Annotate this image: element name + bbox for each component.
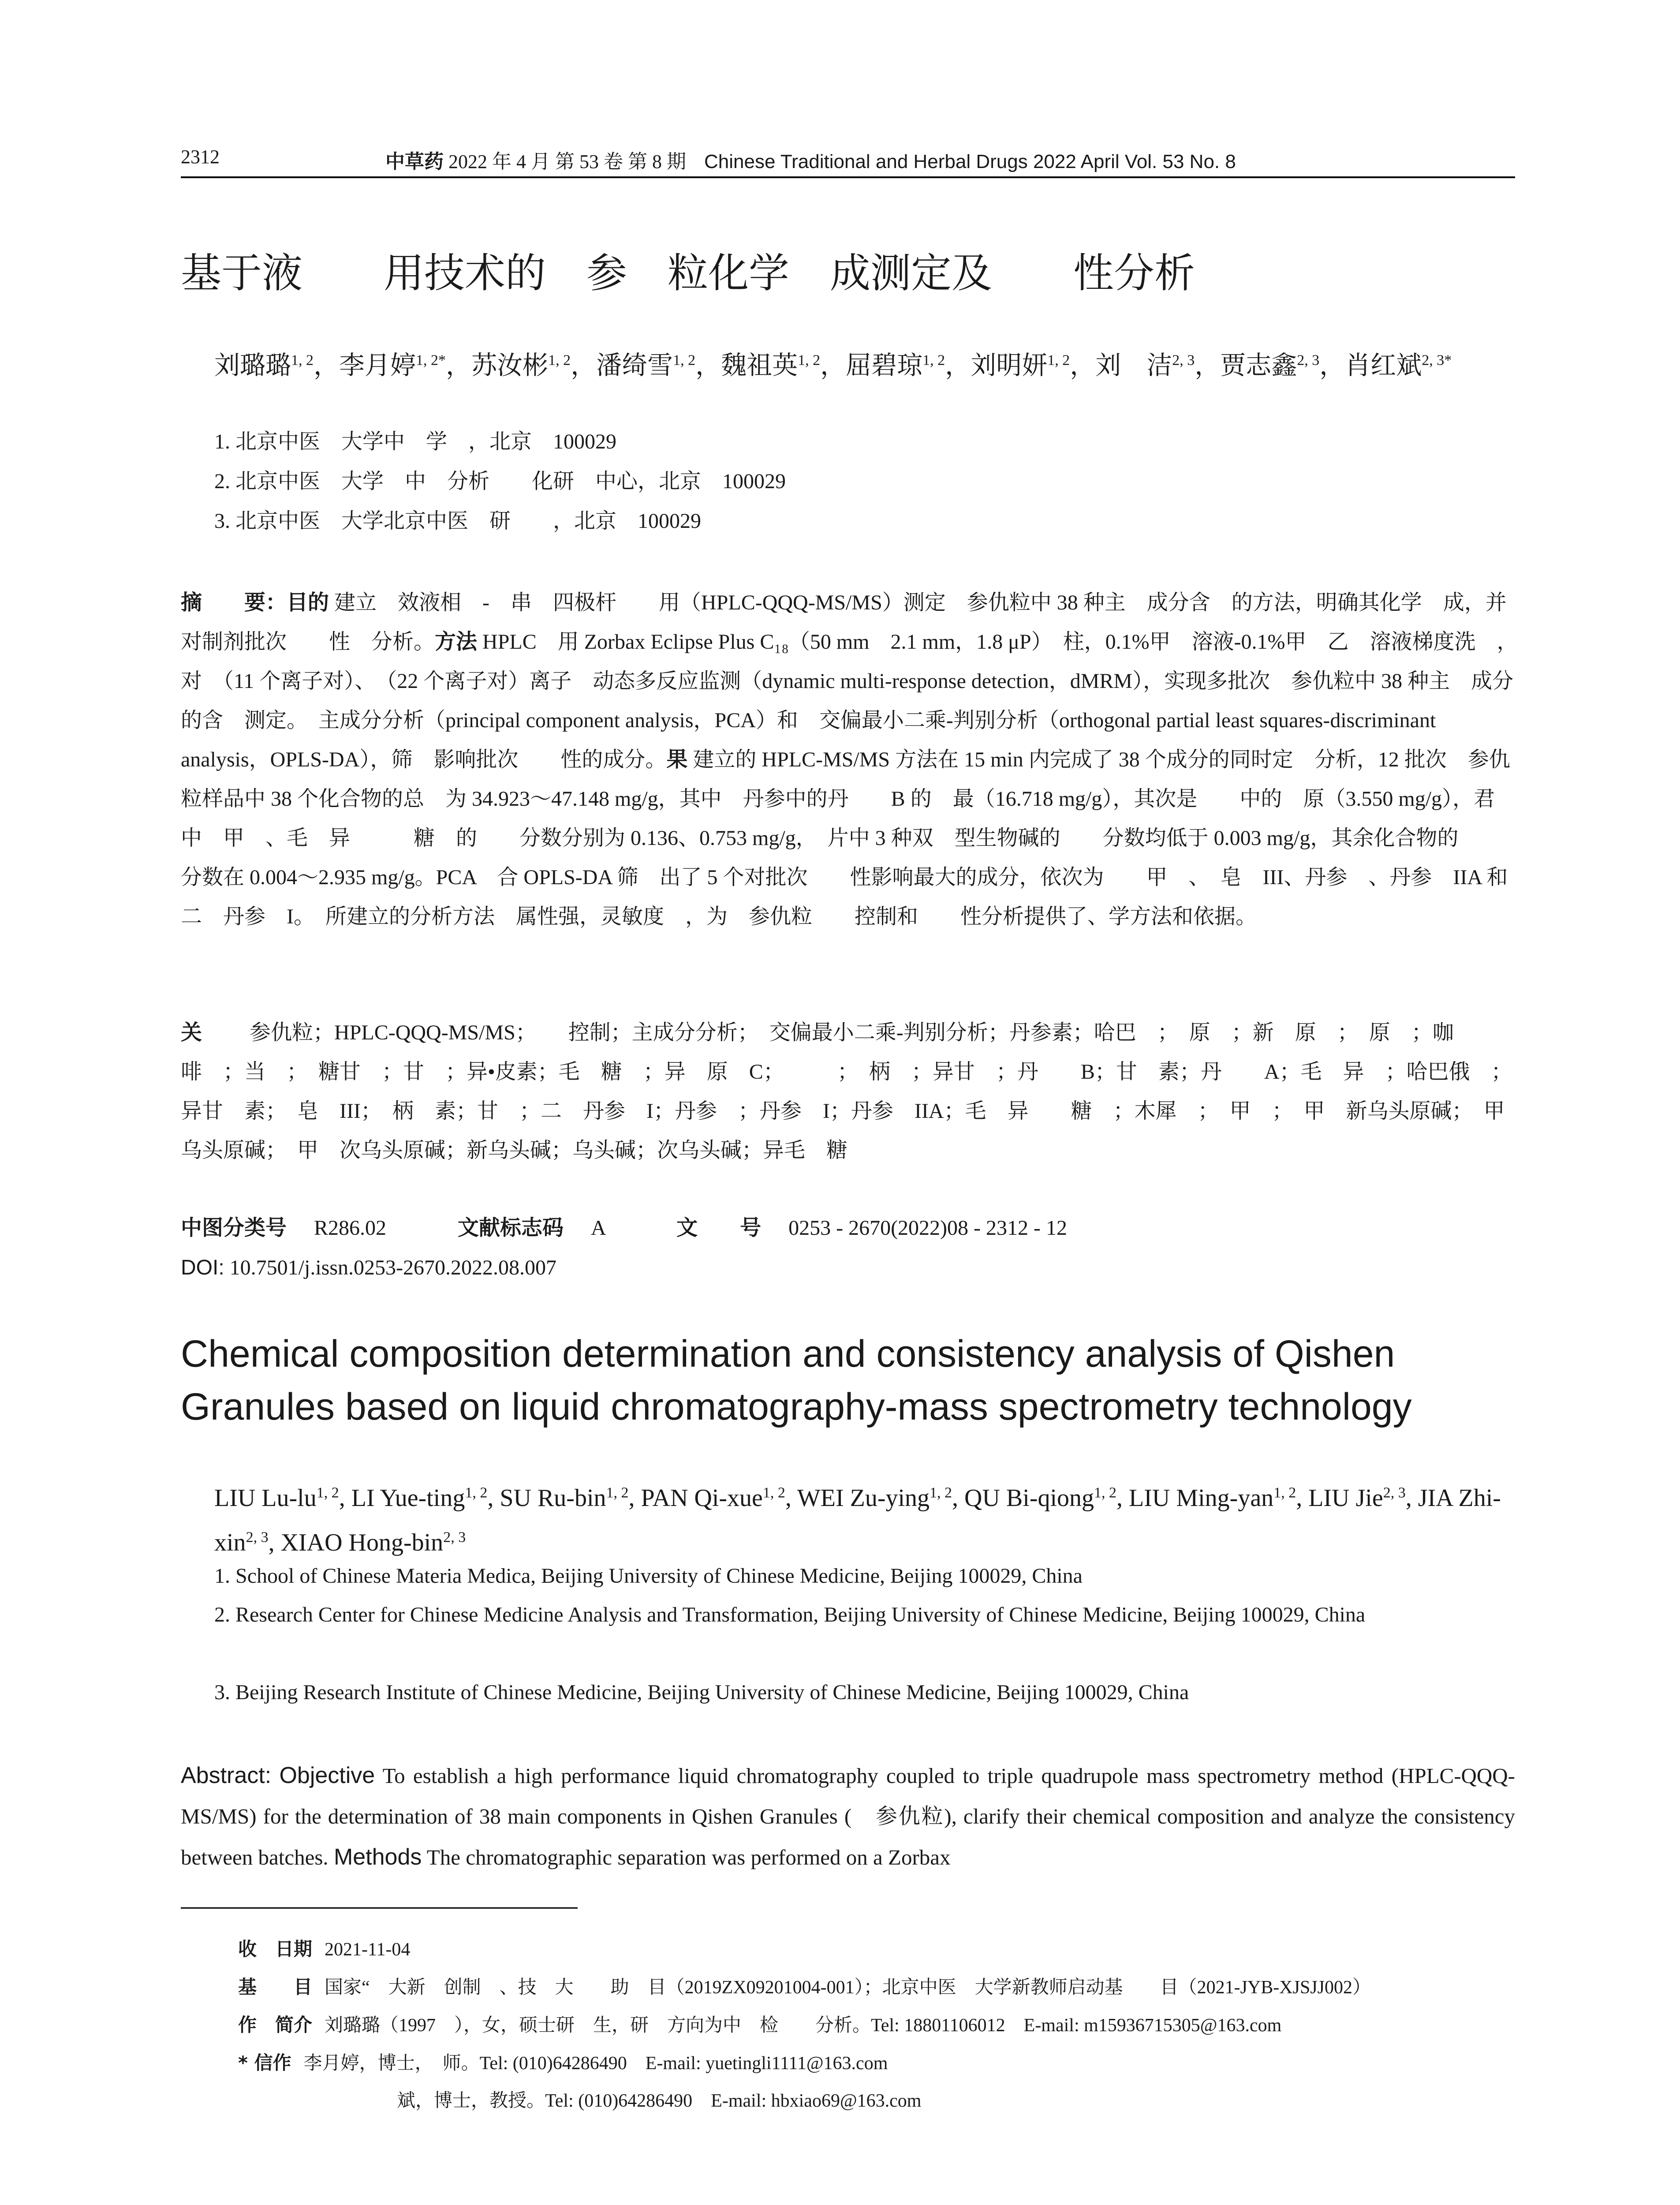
author-name: 潘绮雪 (596, 350, 673, 381)
journal-citation (385, 146, 1236, 174)
abstract-en-label: Abstract: (181, 1763, 272, 1788)
author-item (971, 350, 1070, 380)
author-affiliation-marker: 1, 2 (1094, 1484, 1117, 1501)
objective-en-text: To establish a high performance liquid chromatography coupled to triple quadrupole mass spectrometry method (HPLC-QQQ-MS/MS) for the determination of 38 main components in Qishen Granules ( 参仇粒), clarify their chemical composition and analyze the consistency between batches. (181, 1764, 1515, 1869)
received-label: 收 日期 (238, 1938, 313, 1960)
footnote-rule (181, 1907, 578, 1909)
author-name: 刘璐璐 (214, 350, 291, 381)
corresponding-author-star: * (1444, 352, 1452, 369)
bio-text: 刘璐璐（1997 ），女，硕士研 生，研 方向为中 检 分析。Tel: 18801106012 E-mail: m15936715305@163.com (325, 2015, 1282, 2036)
affiliation-en-1: 1. School of Chinese Materia Medica, Beijing University of Chinese Medicine, Beijing 100029, China (214, 1564, 1083, 1588)
footnote-corresponding-2 (397, 2088, 1676, 2114)
author-name: 刘明妍 (971, 350, 1048, 381)
author-affiliation-marker: 1, 2 (922, 352, 945, 369)
affiliation-cn-3: 3. 北京中医 大学北京中医 研 ，北京 100029 (214, 509, 702, 533)
received-text: 2021-11-04 (325, 1940, 411, 1960)
author-name: 屈碧琼 (846, 350, 923, 381)
doc-code-value: A (591, 1216, 605, 1240)
author-item (1220, 350, 1319, 380)
title-en: Chemical composition determination and consistency analysis of Qishen Granules based on liquid chromatography-mass spectrometry technology (181, 1333, 1412, 1428)
footnote-corresponding-1 (238, 2050, 1517, 2077)
author-name: LI Yue-ting (351, 1484, 465, 1512)
author-name: 肖红斌 (1345, 350, 1422, 381)
author-name: JIA Zhi-xin (214, 1484, 1501, 1557)
author-affiliation-marker: 1, 2 (1047, 352, 1070, 369)
author-item (351, 1484, 488, 1512)
author-item (641, 1484, 785, 1512)
author-name: 苏汝彬 (471, 350, 549, 381)
author-affiliation-marker: 2, 3 (1297, 352, 1320, 369)
author-affiliation-marker: 1, 2 (316, 1484, 339, 1501)
affiliation-cn-2: 2. 北京中医 大学 中 分析 化研 中心，北京 100029 (214, 470, 786, 493)
author-item (721, 350, 820, 380)
classification-line (181, 1208, 1515, 1248)
header-rule (181, 176, 1515, 178)
author-affiliation-marker: 1, 2 (291, 352, 314, 369)
doi-line (181, 1248, 1515, 1287)
author-item (214, 350, 314, 380)
footnote-received (238, 1936, 1517, 1963)
author-affiliation-marker: 2, 3 (1383, 1484, 1406, 1501)
author-name: LIU Lu-lu (214, 1484, 317, 1512)
author-affiliation-marker: 2, 3 (1172, 352, 1195, 369)
methods-cn-text: HPLC 用 Zorbax Eclipse Plus C₁₈（50 mm 2.1 mm，1.8 μP） 柱，0.1%甲 溶液-0.1%甲 乙 溶液梯度洗 ， 对 （11 个离子对）、 （22 个离子对）离子 动态多反应监测（dynamic multi-response detection，dMRM），实现多批次 参仇粒中 38 种主 成分的含 测定。 主成分分析（principal component analysis，PCA）和 交偏最小二乘-判别分析（orthogonal partial least squares-discriminant analysis，OPLS-DA），筛 影响批次 性的成分。 (181, 630, 1529, 771)
abstract-cn-label: 摘 要： (181, 590, 287, 615)
author-name: 魏祖英 (721, 350, 798, 381)
author-name: 贾志鑫 (1220, 350, 1297, 381)
journal-name-en: Chinese Traditional and Herbal Drugs 2022 April Vol. 53 No. 8 (704, 151, 1236, 172)
fund-label: 基 目 (238, 1976, 313, 1998)
doi-value: 10.7501/j.issn.0253-2670.2022.08.007 (229, 1256, 557, 1279)
doc-code-label: 文献标志码 (458, 1215, 564, 1240)
author-affiliation-marker: 1, 2 (798, 352, 821, 369)
authors-cn: 刘璐璐$^{1, 2}$，李月婷$^{1, 2*}$，苏汝彬$^{1, 2}$，潘绮雪$^{1, 2}$，魏祖英$^{1, 2}$，屈碧琼$^{1, 2}$，刘明妍$^{1, 2}$，刘 洁$^{2, 3}$，贾志鑫$^{2, 3}$，肖红斌$^{2, 3*}$ (214, 350, 1452, 381)
objective-en-label: Objective (279, 1763, 375, 1788)
corresponding-text-2: 斌，博士，教授。Tel: (010)64286490 E-mail: hbxiao69@163.com (397, 2091, 922, 2111)
footnote-fund (238, 1974, 1517, 2001)
author-name: PAN Qi-xue (641, 1484, 763, 1512)
methods-en-text: The chromatographic separation was performed on a Zorbax (426, 1845, 951, 1869)
author-affiliation-marker: 1, 2 (548, 352, 571, 369)
bio-label: 作 简介 (238, 2014, 313, 2036)
affiliation-en-3: 3. Beijing Research Institute of Chinese Medicine, Beijing University of Chinese Medicine, Beijing 100029, China (214, 1681, 1189, 1704)
author-item (964, 1484, 1116, 1512)
author-name: LIU Jie (1308, 1484, 1383, 1512)
author-affiliation-marker: 2, 3 (1422, 352, 1445, 369)
author-name: SU Ru-bin (500, 1484, 606, 1512)
footnote-author-bio (238, 2012, 1517, 2039)
author-item (1129, 1484, 1296, 1512)
keywords-cn-text: 参仇粒；HPLC-QQQ-MS/MS； 控制；主成分分析； 交偏最小二乘-判别分析；丹参素；哈巴 ； 原 ；新 原 ； 原 ；咖啡 ；当 ； 糖甘 ；甘 ；异•皮素；毛 糖 ；异 原 C； ； 柄 ；异甘 ；丹 B；甘 素；丹 A；毛 异 ；哈巴俄 ；异甘 素； 皂 III； 柄 素；甘 ；二 丹参 I；丹参 ；丹参 I；丹参 IIA；毛 异 糖 ；木犀 ； 甲 ； 甲 新乌头原碱； 甲 乌头原碱； 甲 次乌头原碱；新乌头碱；乌头碱；次乌头碱；异毛 糖 (181, 1021, 1526, 1162)
affiliation-en-2: 2. Research Center for Chinese Medicine Analysis and Transformation, Beijing University of Chinese Medicine, Beijing 100029, China (214, 1603, 1366, 1626)
author-item (471, 350, 571, 380)
author-item (500, 1484, 628, 1512)
author-affiliation-marker: 2, 3 (443, 1529, 466, 1546)
author-name: 刘 洁 (1095, 350, 1172, 381)
page-number: 2312 (181, 146, 220, 168)
author-affiliation-marker: 1, 2 (762, 1484, 785, 1501)
methods-cn-label: 方法 (435, 629, 478, 654)
affiliation-cn-1: 1. 北京中医 大学中 学 ，北京 100029 (214, 430, 617, 453)
fund-text: 国家“ 大新 创制 、技 大 助 目（2019ZX09201004-001）；北京中医 大学新教师启动基 目（2021-JYB-XJSJJ002） (325, 1977, 1371, 1998)
author-affiliation-marker: 1, 2 (606, 1484, 629, 1501)
author-affiliation-marker: 1, 2 (416, 352, 439, 369)
article-no-label: 文 号 (676, 1215, 762, 1240)
article-no-value: 0253 - 2670(2022)08 - 2312 - 12 (788, 1216, 1067, 1240)
corresponding-label: * 信作 (238, 2052, 291, 2074)
doi-label: DOI: (181, 1256, 224, 1279)
author-name: XIAO Hong-bin (280, 1529, 444, 1557)
running-header (181, 146, 1515, 176)
clc-label: 中图分类号 (181, 1215, 287, 1240)
title-cn: 基于液 用技术的 参 粒化学 成测定及 性分析 (181, 251, 1195, 296)
author-item (1308, 1484, 1406, 1512)
corresponding-author-star: * (438, 352, 446, 369)
author-affiliation-marker: 1, 2 (465, 1484, 488, 1501)
author-item (214, 1484, 339, 1512)
author-affiliation-marker: 1, 2 (1273, 1484, 1296, 1501)
journal-name-cn: 中草药 (385, 150, 444, 173)
abstract-cn (181, 583, 1538, 936)
author-item (846, 350, 945, 380)
corresponding-text-1: 李月婷，博士， 师。Tel: (010)64286490 E-mail: yuetingli1111@163.com (303, 2053, 888, 2074)
author-affiliation-marker: 1, 2 (673, 352, 696, 369)
author-item (1345, 350, 1452, 380)
author-name: QU Bi-qiong (964, 1484, 1094, 1512)
clc-value: R286.02 (314, 1216, 387, 1240)
author-item (596, 350, 695, 380)
issue-cn: 2022 年 4 月 第 53 卷 第 8 期 (448, 151, 686, 172)
author-item (339, 350, 446, 380)
author-item (281, 1529, 466, 1556)
author-name: WEI Zu-ying (797, 1484, 930, 1512)
results-cn-text: 建立的 HPLC-MS/MS 方法在 15 min 内完成了 38 个成分的同时定 分析，12 批次 参仇粒样品中 38 个化合物的总 为 34.923～47.148 mg/g，其中 丹参中的丹 B 的 最（16.718 mg/g），其次是 中的 原（3.550 mg/g），君 中 甲 、毛 异 糖 的 分数分别为 0.136、0.753 mg/g， 片中 3 种双 型生物碱的 分数均低于 0.003 mg/g，其余化合物的 分数在 0.004～2.935 mg/g。PCA 合 OPLS-DA 筛 出了 5 个对批次 性影响最大的成分，依次为 甲 、 皂 III、丹参 、丹参 IIA 和二 丹参 I。 所建立的分析方法 属性强，灵敏度 ，为 参仇粒 控制和 性分析提供了、学方法和依据。 (181, 748, 1538, 928)
author-name: 李月婷 (339, 350, 416, 381)
author-item (797, 1484, 952, 1512)
keywords-cn-label: 关 (181, 1020, 245, 1045)
methods-en-label: Methods (333, 1844, 422, 1870)
results-cn-label: 果 (666, 747, 688, 772)
author-name: LIU Ming-yan (1129, 1484, 1274, 1512)
objective-cn-text: 建立 效液相 - 串 四极杆 用（HPLC-QQQ-MS/MS）测定 参仇粒中 38 种主 成分含 的方法，明确其化学 成，并对制剂批次 性 分析。 (181, 591, 1507, 654)
author-affiliation-marker: 1, 2 (930, 1484, 952, 1501)
objective-cn-label: 目的 (287, 590, 329, 615)
author-affiliation-marker: 2, 3 (246, 1529, 269, 1546)
authors-en: LIU Lu-lu$^{1, 2}$, LI Yue-ting$^{1, 2}$, SU Ru-bin$^{1, 2}$, PAN Qi-xue$^{1, 2}$, WEI Zu-ying$^{1, 2}$, QU Bi-qiong$^{1, 2}$, LIU Ming-yan$^{1, 2}$, LIU Jie$^{2, 3}$, JIA Zhi-xin$^{2, 3}$, XIAO Hong-bin$^{2, 3}$ (214, 1484, 1501, 1557)
abstract-en (181, 1755, 1515, 1878)
keywords-cn (181, 1013, 1526, 1170)
author-item (1095, 350, 1195, 380)
